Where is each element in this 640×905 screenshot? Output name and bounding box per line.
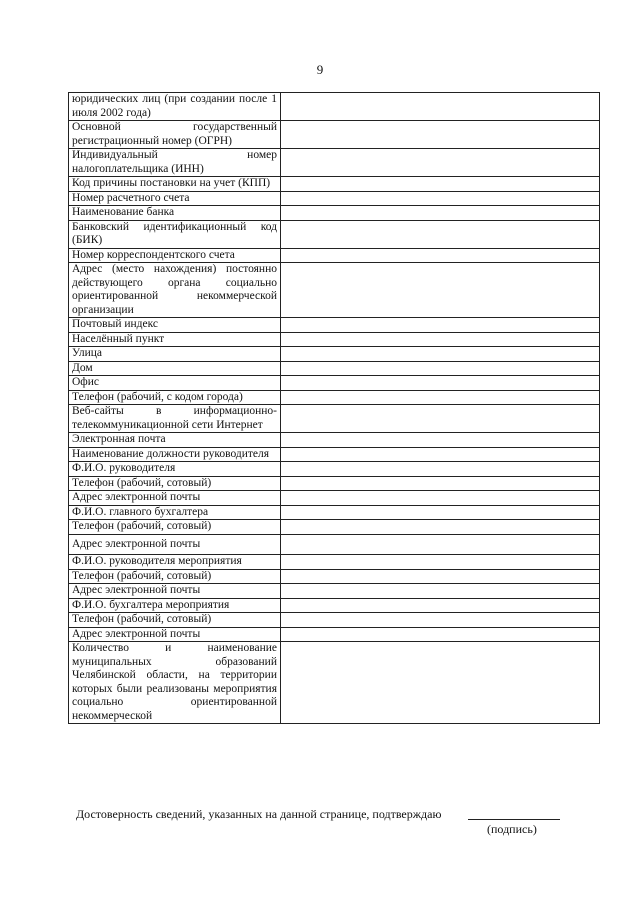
row-value-cell[interactable] — [281, 206, 600, 221]
row-label: Основной государственный регистрационный номер (ОГРН) — [69, 121, 281, 149]
table-row — [69, 476, 600, 491]
row-label: Населённый пункт — [69, 332, 281, 347]
row-value-cell[interactable] — [281, 584, 600, 599]
row-value-cell[interactable] — [281, 248, 600, 263]
row-value-cell[interactable] — [281, 121, 600, 149]
table-row — [69, 206, 600, 221]
row-label: Индивидуальный номер налогоплательщика (ИНН) — [69, 149, 281, 177]
table-row — [69, 220, 600, 248]
row-value-cell[interactable] — [281, 505, 600, 520]
row-label: Телефон (рабочий, с кодом города) — [69, 390, 281, 405]
row-label: Код причины постановки на учет (КПП) — [69, 177, 281, 192]
row-label: Телефон (рабочий, сотовый) — [69, 613, 281, 628]
row-label: Адрес электронной почты — [69, 627, 281, 642]
table-row — [69, 462, 600, 477]
table-row — [69, 149, 600, 177]
row-label: Телефон (рабочий, сотовый) — [69, 476, 281, 491]
organization-info-table — [68, 92, 600, 724]
table-row — [69, 584, 600, 599]
row-value-cell[interactable] — [281, 376, 600, 391]
table-body — [69, 93, 600, 724]
table-row — [69, 263, 600, 318]
row-value-cell[interactable] — [281, 263, 600, 318]
row-value-cell[interactable] — [281, 462, 600, 477]
table-row — [69, 433, 600, 448]
table-row — [69, 627, 600, 642]
row-value-cell[interactable] — [281, 642, 600, 724]
row-value-cell[interactable] — [281, 390, 600, 405]
row-label: Ф.И.О. руководителя — [69, 462, 281, 477]
row-label: юридических лиц (при создании после 1 июля 2002 года) — [69, 93, 281, 121]
page-number: 9 — [316, 62, 324, 77]
signature-caption: (подпись) — [487, 822, 537, 836]
row-value-cell[interactable] — [281, 361, 600, 376]
row-label: Адрес электронной почты — [69, 534, 281, 555]
row-label: Номер расчетного счета — [69, 191, 281, 206]
row-value-cell[interactable] — [281, 613, 600, 628]
table-row — [69, 390, 600, 405]
row-value-cell[interactable] — [281, 177, 600, 192]
signature-line — [468, 819, 560, 820]
table-row — [69, 555, 600, 570]
row-label: Ф.И.О. руководителя мероприятия — [69, 555, 281, 570]
row-value-cell[interactable] — [281, 318, 600, 333]
row-value-cell[interactable] — [281, 555, 600, 570]
confirmation-statement: Достоверность сведений, указанных на данной странице, подтверждаю — [76, 807, 442, 821]
row-value-cell[interactable] — [281, 491, 600, 506]
table-row — [69, 318, 600, 333]
row-label: Электронная почта — [69, 433, 281, 448]
row-value-cell[interactable] — [281, 534, 600, 555]
table-row — [69, 598, 600, 613]
row-value-cell[interactable] — [281, 149, 600, 177]
row-label: Офис — [69, 376, 281, 391]
table-row — [69, 93, 600, 121]
row-label: Количество и наименование муниципальных образований Челябинской области, на территории которых были реализованы мероприятия социально ориентированной некоммерческой — [69, 642, 281, 724]
table-row — [69, 642, 600, 724]
row-label: Телефон (рабочий, сотовый) — [69, 520, 281, 535]
row-label: Телефон (рабочий, сотовый) — [69, 569, 281, 584]
table-row — [69, 191, 600, 206]
table-row — [69, 177, 600, 192]
row-label: Адрес (место нахождения) постоянно действующего органа социально ориентированной некоммерческой организации — [69, 263, 281, 318]
row-label: Дом — [69, 361, 281, 376]
table-row — [69, 361, 600, 376]
row-label: Ф.И.О. главного бухгалтера — [69, 505, 281, 520]
row-label: Веб-сайты в информационно-телекоммуникационной сети Интернет — [69, 405, 281, 433]
table-row — [69, 491, 600, 506]
row-value-cell[interactable] — [281, 220, 600, 248]
table-row — [69, 248, 600, 263]
row-label: Наименование должности руководителя — [69, 447, 281, 462]
row-label: Адрес электронной почты — [69, 491, 281, 506]
row-value-cell[interactable] — [281, 347, 600, 362]
row-label: Номер корреспондентского счета — [69, 248, 281, 263]
table-row — [69, 121, 600, 149]
row-label: Наименование банка — [69, 206, 281, 221]
row-label: Ф.И.О. бухгалтера мероприятия — [69, 598, 281, 613]
table-row — [69, 376, 600, 391]
row-value-cell[interactable] — [281, 476, 600, 491]
row-value-cell[interactable] — [281, 405, 600, 433]
row-value-cell[interactable] — [281, 191, 600, 206]
table-row — [69, 569, 600, 584]
row-value-cell[interactable] — [281, 433, 600, 448]
table-row — [69, 505, 600, 520]
row-value-cell[interactable] — [281, 93, 600, 121]
row-value-cell[interactable] — [281, 627, 600, 642]
table-row — [69, 534, 600, 555]
table-row — [69, 447, 600, 462]
row-value-cell[interactable] — [281, 520, 600, 535]
row-value-cell[interactable] — [281, 332, 600, 347]
row-label: Банковский идентификационный код (БИК) — [69, 220, 281, 248]
table-row — [69, 332, 600, 347]
row-value-cell[interactable] — [281, 598, 600, 613]
row-label: Почтовый индекс — [69, 318, 281, 333]
table-row — [69, 405, 600, 433]
row-value-cell[interactable] — [281, 569, 600, 584]
table-row — [69, 347, 600, 362]
table-row — [69, 613, 600, 628]
row-label: Улица — [69, 347, 281, 362]
row-value-cell[interactable] — [281, 447, 600, 462]
row-label: Адрес электронной почты — [69, 584, 281, 599]
table-row — [69, 520, 600, 535]
